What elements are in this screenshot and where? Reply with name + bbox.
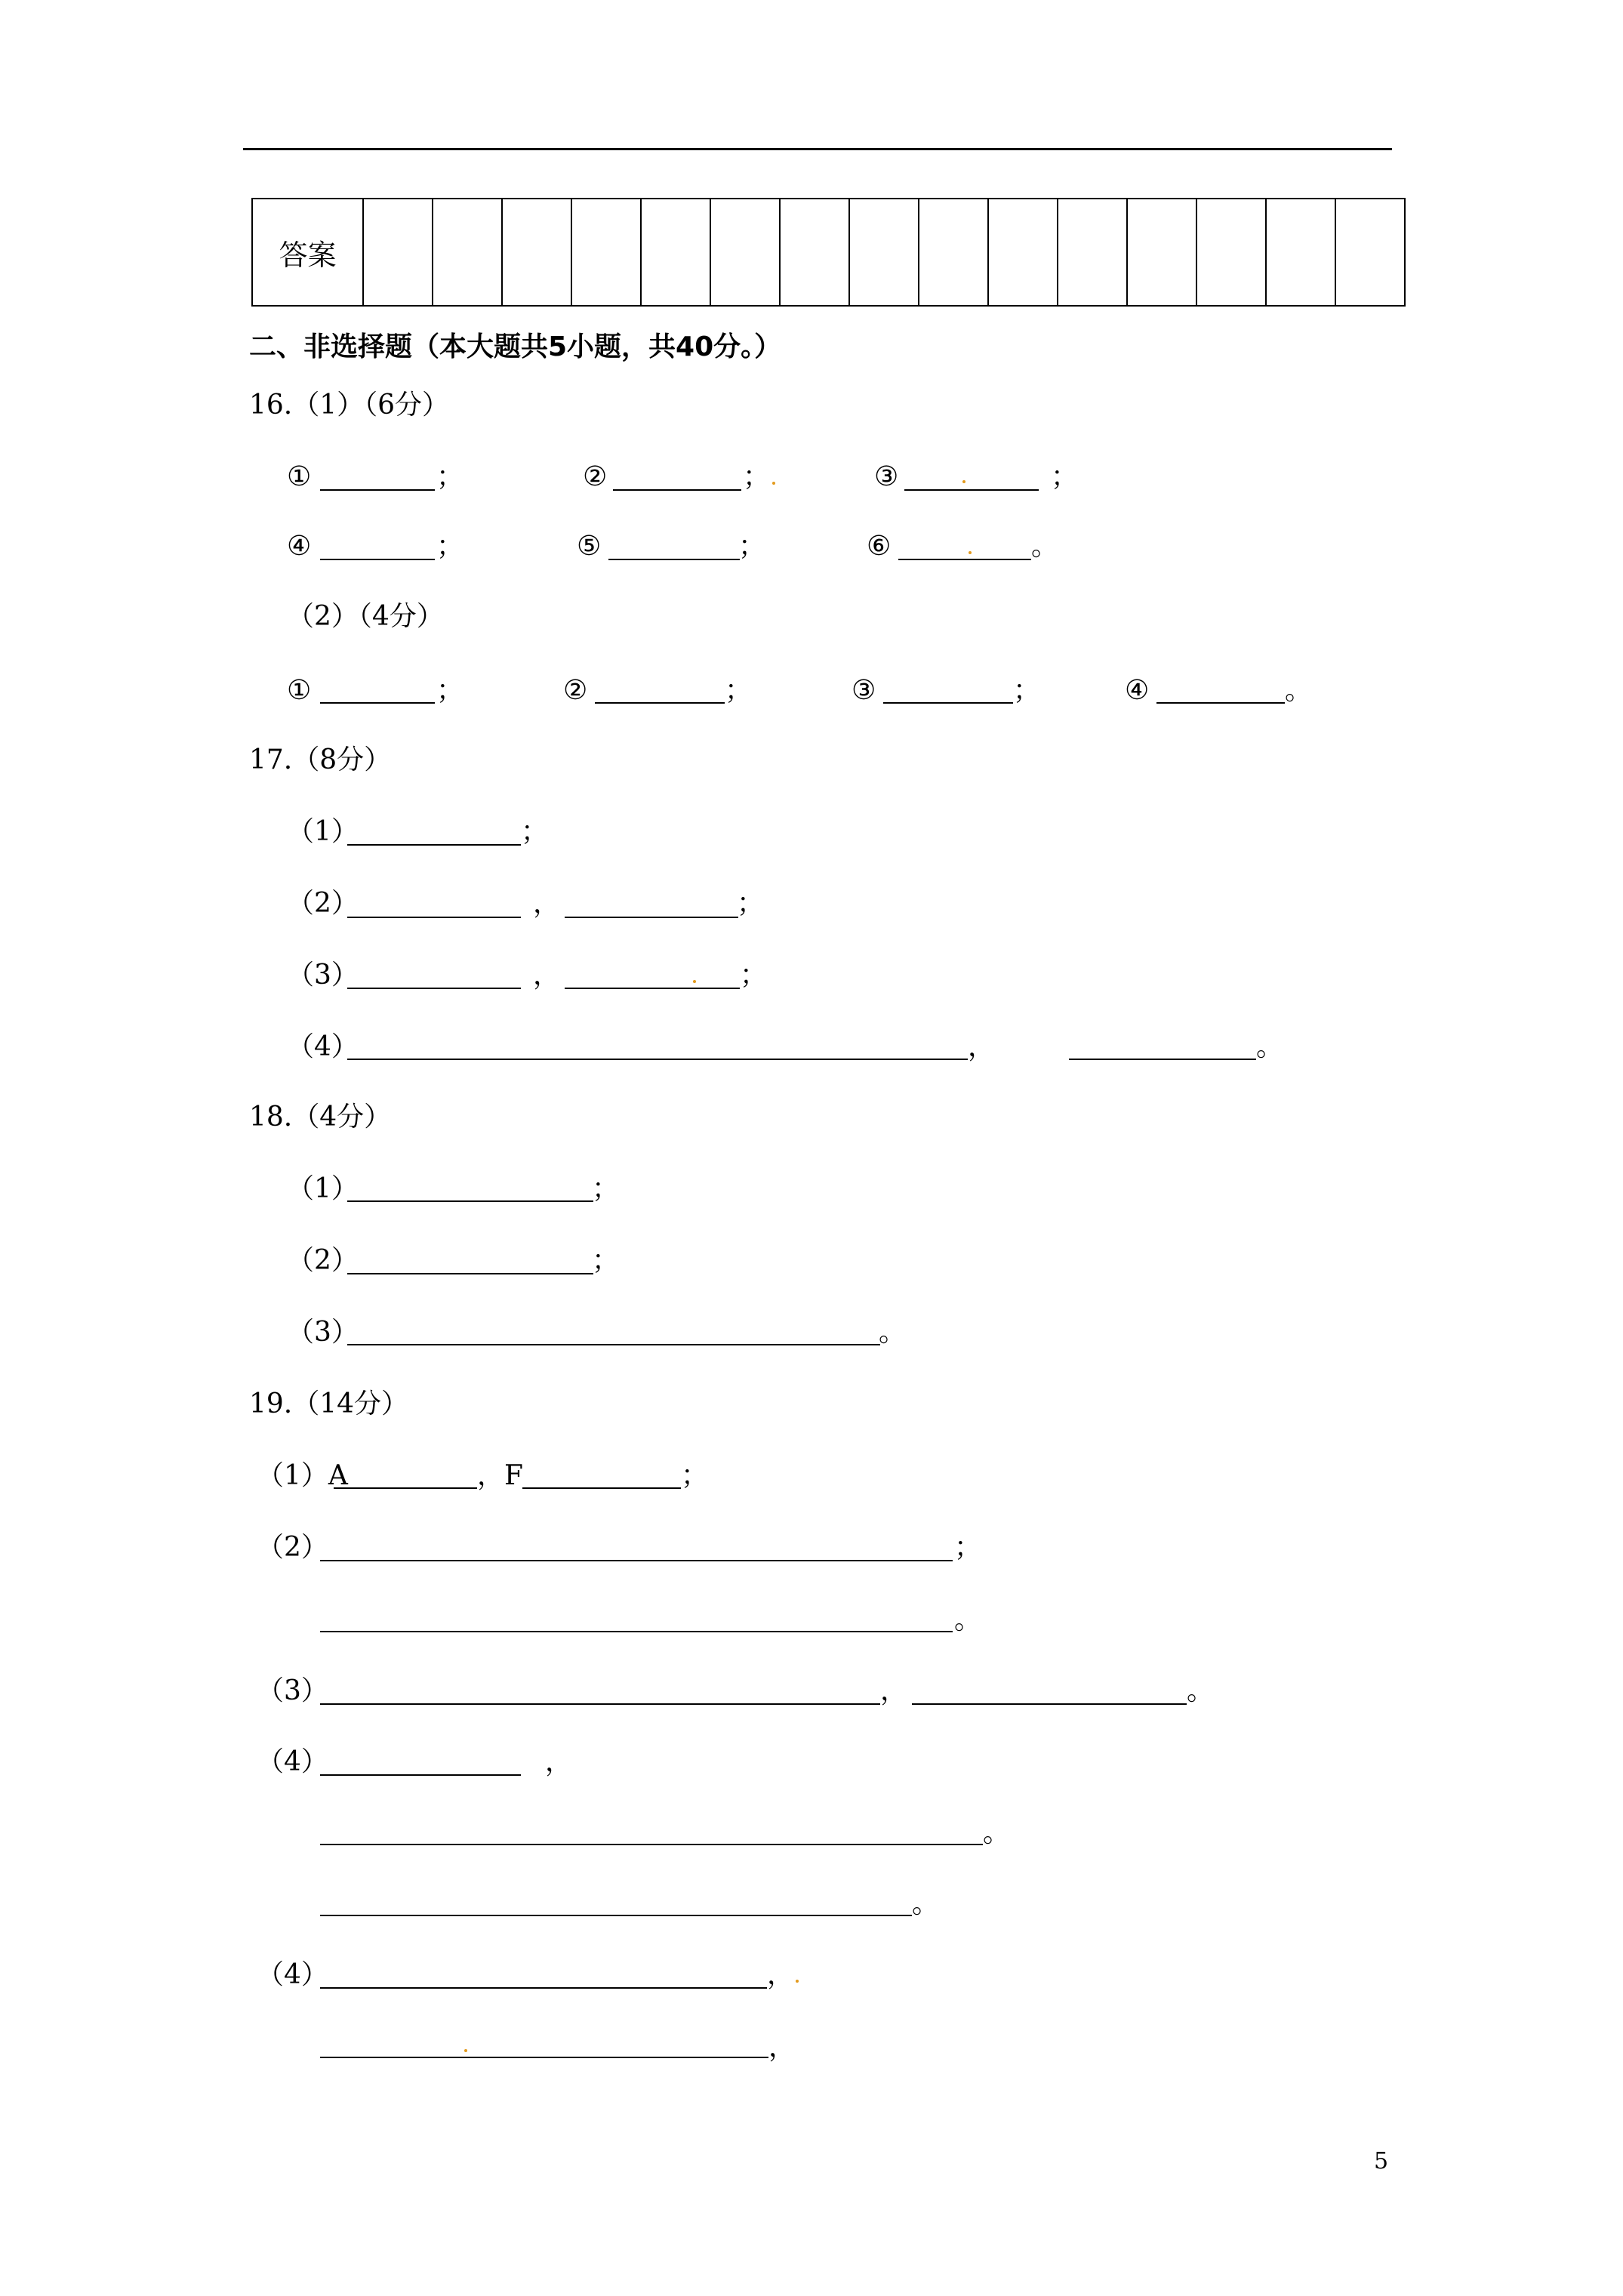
blank-field[interactable] <box>347 1344 880 1345</box>
stray-mark <box>969 551 972 554</box>
q19-p5: （4） <box>257 1959 328 1990</box>
q17-p4-mid: ， <box>968 1031 996 1062</box>
q17-p1-end: ； <box>521 816 549 847</box>
q16-r2-m3: ⑥ <box>867 531 892 562</box>
answer-cell[interactable] <box>1127 199 1196 306</box>
q17-p2: （2） <box>287 888 359 919</box>
stray-mark <box>772 482 775 485</box>
blank-field[interactable] <box>320 559 435 560</box>
q17-p2-end: ； <box>737 888 765 919</box>
q16-r1-s3: ； <box>1051 461 1079 492</box>
q17-title: 17.（8分） <box>249 744 392 775</box>
answer-cell[interactable] <box>502 199 571 306</box>
blank-field[interactable] <box>320 1774 521 1776</box>
blank-field[interactable] <box>522 1487 681 1489</box>
blank-field[interactable] <box>565 917 738 918</box>
q17-p3-end: ； <box>740 960 768 991</box>
blank-field[interactable] <box>320 1915 912 1916</box>
blank-field[interactable] <box>1069 1059 1256 1060</box>
q19-p4-end2: 。 <box>912 1888 940 1919</box>
q19-p5-end2: ， <box>768 2032 796 2063</box>
q17-p2-mid: ， <box>533 888 561 919</box>
blank-field[interactable] <box>608 559 740 560</box>
header-rule <box>243 148 1392 150</box>
q19-p4: （4） <box>257 1746 328 1777</box>
answer-cell[interactable] <box>988 199 1058 306</box>
q19-p2-end2: 。 <box>954 1604 982 1635</box>
q19-p1-end: ； <box>681 1460 709 1491</box>
q18-p2: （2） <box>287 1245 359 1276</box>
q18-p1-end: ； <box>592 1173 620 1204</box>
answer-cell[interactable] <box>710 199 780 306</box>
q19-p5-end1: ， <box>767 1959 795 1990</box>
answer-cell[interactable] <box>571 199 641 306</box>
q19-p2: （2） <box>257 1532 328 1563</box>
stray-mark <box>464 2049 467 2052</box>
q18-p3: （3） <box>287 1317 359 1348</box>
q16-r2-s1: ； <box>436 531 464 562</box>
blank-field[interactable] <box>347 1273 593 1274</box>
blank-field[interactable] <box>320 1844 983 1845</box>
answer-cell[interactable] <box>1196 199 1266 306</box>
q16-r1-m3: ③ <box>874 461 899 492</box>
blank-field[interactable] <box>898 559 1031 560</box>
q16-r2-m2: ⑤ <box>577 531 602 562</box>
q19-p4-mid: ， <box>545 1746 573 1777</box>
page-number: 5 <box>1374 2148 1389 2174</box>
q16-r3-m4: ④ <box>1125 675 1150 706</box>
q19-p1: （1）A <box>257 1460 348 1491</box>
blank-field[interactable] <box>613 489 741 491</box>
blank-field[interactable] <box>565 988 740 989</box>
q18-p2-end: ； <box>592 1245 620 1276</box>
blank-field[interactable] <box>320 1703 880 1705</box>
blank-field[interactable] <box>334 1487 477 1489</box>
blank-field[interactable] <box>320 1631 953 1632</box>
blank-field[interactable] <box>883 702 1013 704</box>
q17-p3-mid: ， <box>533 960 561 991</box>
blank-field[interactable] <box>320 489 435 491</box>
q19-p4-end1: 。 <box>983 1817 1011 1848</box>
answer-cell[interactable] <box>1335 199 1405 306</box>
blank-field[interactable] <box>347 1059 968 1060</box>
blank-field[interactable] <box>347 1200 593 1202</box>
stray-mark <box>796 1980 799 1983</box>
blank-field[interactable] <box>347 988 521 989</box>
answer-cell[interactable] <box>919 199 988 306</box>
q16-r3-s1: ； <box>436 675 464 706</box>
stray-mark <box>962 480 965 483</box>
q18-title: 18.（4分） <box>249 1102 392 1133</box>
answer-cell[interactable] <box>1058 199 1127 306</box>
answer-cell[interactable] <box>641 199 710 306</box>
q16-r1-s1: ； <box>436 461 464 492</box>
q16-title: 16.（1）（6分） <box>249 390 450 421</box>
q16-r1-m2: ② <box>583 461 608 492</box>
q16-r3-m3: ③ <box>852 675 876 706</box>
q17-p3: （3） <box>287 960 359 991</box>
blank-field[interactable] <box>347 917 521 918</box>
q16-r3-s4: 。 <box>1285 675 1313 706</box>
q19-p1-mid: ，F <box>477 1460 523 1491</box>
q19-p3-mid: ， <box>880 1675 908 1706</box>
q18-p3-end: 。 <box>879 1317 907 1348</box>
q16-r2-s2: ； <box>738 531 766 562</box>
q16-r1-s2: ； <box>743 461 771 492</box>
blank-field[interactable] <box>320 702 435 704</box>
q16-r3-m1: ① <box>287 675 312 706</box>
q19-p3: （3） <box>257 1675 328 1706</box>
blank-field[interactable] <box>904 489 1039 491</box>
q17-p4-end: 。 <box>1256 1031 1284 1062</box>
blank-field[interactable] <box>347 844 521 846</box>
q17-p4: （4） <box>287 1031 359 1062</box>
blank-field[interactable] <box>595 702 725 704</box>
q16-r2-m1: ④ <box>287 531 312 562</box>
q19-title: 19.（14分） <box>249 1388 409 1419</box>
blank-field[interactable] <box>320 1560 953 1561</box>
answer-cell[interactable] <box>363 199 433 306</box>
q17-p1: （1） <box>287 816 359 847</box>
section2-heading: 二、非选择题（本大题共5小题，共40分。） <box>249 331 782 362</box>
q19-p3-end: 。 <box>1187 1675 1215 1706</box>
blank-field[interactable] <box>320 2057 768 2058</box>
q16-r2-s3: 。 <box>1031 531 1059 562</box>
q18-p1: （1） <box>287 1173 359 1204</box>
answer-cell[interactable] <box>849 199 919 306</box>
q16-part2: （2）（4分） <box>287 601 444 632</box>
answer-cell[interactable] <box>433 199 502 306</box>
blank-field[interactable] <box>1156 702 1285 704</box>
answer-cell[interactable] <box>780 199 849 306</box>
stray-mark <box>693 980 696 983</box>
q16-r3-m2: ② <box>563 675 588 706</box>
q16-r1-m1: ① <box>287 461 312 492</box>
answer-table <box>251 198 1406 307</box>
answer-cell[interactable] <box>1266 199 1335 306</box>
q19-p2-end1: ； <box>954 1532 982 1563</box>
q16-r3-s3: ； <box>1013 675 1041 706</box>
blank-field[interactable] <box>320 1987 767 1989</box>
answer-table-label: 答案 <box>252 199 363 306</box>
blank-field[interactable] <box>912 1703 1187 1705</box>
q16-r3-s2: ； <box>725 675 753 706</box>
